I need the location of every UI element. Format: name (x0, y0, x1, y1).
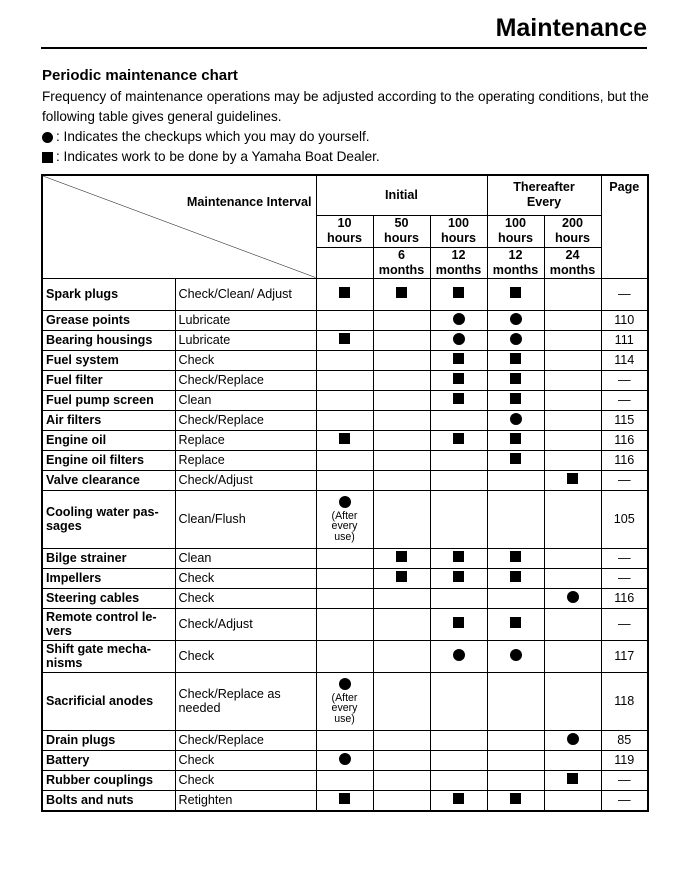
after-every-use-note: use) (334, 712, 355, 725)
interval-mark-cell (316, 608, 373, 640)
interval-mark-cell (373, 370, 430, 390)
col-12-months-every: 12 months (487, 247, 544, 278)
table-row (42, 770, 648, 790)
item-name: Valve clearance (42, 470, 175, 490)
filled-circle-icon (567, 591, 579, 603)
interval-mark-cell (487, 750, 544, 770)
interval-mark-cell (487, 370, 544, 390)
interval-mark-cell (487, 390, 544, 410)
item-action: Check/Adjust (175, 608, 316, 640)
item-action: Check (175, 568, 316, 588)
interval-mark-cell (373, 672, 430, 730)
col-12-months-initial: 12 months (430, 247, 487, 278)
header-rule (41, 47, 647, 49)
filled-square-icon (453, 793, 464, 804)
page-number: — (601, 770, 648, 790)
table-row (42, 430, 648, 450)
page-number: — (601, 470, 648, 490)
after-every-use-note: every (331, 702, 358, 715)
table-row (42, 450, 648, 470)
interval-mark-cell (316, 770, 373, 790)
table-row (42, 608, 648, 640)
page-title: Maintenance (495, 14, 647, 42)
interval-header-cell (42, 175, 316, 278)
interval-mark-cell (487, 278, 544, 310)
interval-mark-cell (373, 770, 430, 790)
page-number: — (601, 278, 648, 310)
interval-mark-cell (316, 350, 373, 370)
interval-mark-cell (430, 370, 487, 390)
interval-mark-cell (544, 790, 601, 811)
filled-square-icon (510, 433, 521, 444)
item-name: Impellers (42, 568, 175, 588)
filled-square-icon (510, 793, 521, 804)
interval-mark-cell (316, 370, 373, 390)
page-number: 111 (601, 330, 648, 350)
filled-square-icon (396, 571, 407, 582)
item-action: Check/Replace (175, 410, 316, 430)
interval-mark-cell (316, 672, 373, 730)
filled-square-icon (339, 287, 350, 298)
item-action: Check (175, 750, 316, 770)
interval-mark-cell (430, 330, 487, 350)
interval-mark-cell (316, 278, 373, 310)
thereafter-header (487, 175, 601, 215)
interval-mark-cell (487, 470, 544, 490)
item-name: Bolts and nuts (42, 790, 175, 811)
filled-circle-icon (510, 333, 522, 345)
legend-circle-text: : Indicates the checkups which you may do yourself. (56, 129, 370, 144)
page-number: — (601, 548, 648, 568)
interval-mark-cell (373, 390, 430, 410)
interval-mark-cell (544, 310, 601, 330)
after-every-use-note: (After (331, 691, 358, 704)
filled-square-icon (510, 287, 521, 298)
filled-square-icon (42, 152, 53, 163)
page-number: 117 (601, 640, 648, 672)
interval-mark-cell (316, 330, 373, 350)
filled-square-icon (453, 287, 464, 298)
interval-mark-cell (373, 640, 430, 672)
interval-mark-cell (373, 790, 430, 811)
filled-square-icon (510, 393, 521, 404)
interval-mark-cell (373, 278, 430, 310)
interval-mark-cell (487, 450, 544, 470)
filled-square-icon (510, 617, 521, 628)
item-action: Check (175, 350, 316, 370)
page-number: — (601, 370, 648, 390)
interval-mark-cell (430, 450, 487, 470)
filled-circle-icon (453, 313, 465, 325)
table-row (42, 350, 648, 370)
page-number: 114 (601, 350, 648, 370)
item-name: Spark plugs (42, 278, 175, 310)
interval-label: Maintenance Interval (186, 195, 312, 209)
filled-circle-icon (510, 413, 522, 425)
filled-square-icon (339, 793, 350, 804)
interval-mark-cell (316, 548, 373, 568)
interval-mark-cell (316, 430, 373, 450)
interval-mark-cell (373, 450, 430, 470)
interval-mark-cell (430, 350, 487, 370)
table-row (42, 490, 648, 548)
interval-mark-cell (544, 770, 601, 790)
interval-mark-cell (544, 278, 601, 310)
filled-square-icon (510, 373, 521, 384)
initial-header: Initial (316, 175, 487, 215)
diagonal-line (43, 176, 316, 278)
item-name: Drain plugs (42, 730, 175, 750)
filled-square-icon (453, 551, 464, 562)
interval-mark-cell (487, 330, 544, 350)
filled-circle-icon (453, 333, 465, 345)
interval-mark-cell (544, 672, 601, 730)
table-row (42, 640, 648, 672)
filled-square-icon (510, 353, 521, 364)
interval-mark-cell (430, 310, 487, 330)
page-number: — (601, 790, 648, 811)
interval-mark-cell (373, 470, 430, 490)
page-number: 118 (601, 672, 648, 730)
item-action: Lubricate (175, 310, 316, 330)
interval-mark-cell (373, 430, 430, 450)
filled-square-icon (567, 773, 578, 784)
interval-mark-cell (316, 490, 373, 548)
interval-mark-cell (430, 430, 487, 450)
interval-mark-cell (544, 750, 601, 770)
filled-circle-icon (567, 733, 579, 745)
filled-square-icon (396, 551, 407, 562)
item-action: Check/Replace (175, 370, 316, 390)
interval-mark-cell (316, 450, 373, 470)
col-6-months: 6 months (373, 247, 430, 278)
interval-mark-cell (430, 470, 487, 490)
interval-mark-cell (544, 568, 601, 588)
interval-mark-cell (430, 790, 487, 811)
page-number: 116 (601, 588, 648, 608)
item-action: Check/Replace as needed (175, 672, 316, 730)
interval-mark-cell (544, 730, 601, 750)
item-name: Steering cables (42, 588, 175, 608)
interval-mark-cell (487, 790, 544, 811)
legend-square-text: : Indicates work to be done by a Yamaha Boat Dealer. (56, 149, 380, 164)
interval-mark-cell (373, 310, 430, 330)
interval-mark-cell (316, 730, 373, 750)
page-number: 116 (601, 450, 648, 470)
interval-mark-cell (430, 588, 487, 608)
item-action: Check (175, 770, 316, 790)
interval-mark-cell (316, 470, 373, 490)
interval-mark-cell (373, 548, 430, 568)
interval-mark-cell (430, 640, 487, 672)
item-name: Fuel pump screen (42, 390, 175, 410)
interval-mark-cell (316, 390, 373, 410)
every-label: Every (526, 195, 562, 210)
interval-mark-cell (487, 588, 544, 608)
legend-circle-line (42, 127, 652, 147)
after-every-use-note: (After (331, 509, 358, 522)
page-number: 110 (601, 310, 648, 330)
section-title: Periodic maintenance chart (42, 67, 238, 84)
item-action: Retighten (175, 790, 316, 811)
item-action: Check/Replace (175, 730, 316, 750)
interval-mark-cell (316, 410, 373, 430)
item-action: Lubricate (175, 330, 316, 350)
item-name: Fuel filter (42, 370, 175, 390)
maintenance-rows (42, 278, 648, 811)
item-name: Bilge strainer (42, 548, 175, 568)
table-row (42, 730, 648, 750)
interval-mark-cell (373, 330, 430, 350)
interval-mark-cell (316, 310, 373, 330)
interval-mark-cell (487, 672, 544, 730)
interval-mark-cell (487, 410, 544, 430)
intro-text: Frequency of maintenance operations may be adjusted according to the operating conditions, but the following table gives general guidelines. (42, 89, 649, 124)
table-row (42, 390, 648, 410)
interval-mark-cell (544, 490, 601, 548)
filled-square-icon (453, 393, 464, 404)
item-action: Clean (175, 390, 316, 410)
interval-mark-cell (544, 330, 601, 350)
interval-mark-cell (487, 490, 544, 548)
interval-mark-cell (544, 350, 601, 370)
table-row (42, 310, 648, 330)
interval-mark-cell (544, 640, 601, 672)
item-name: Cooling water pas- sages (42, 490, 175, 548)
interval-mark-cell (430, 390, 487, 410)
filled-circle-icon (510, 649, 522, 661)
page-number: 85 (601, 730, 648, 750)
item-name: Air filters (42, 410, 175, 430)
interval-mark-cell (544, 548, 601, 568)
interval-mark-cell (544, 470, 601, 490)
interval-mark-cell (430, 608, 487, 640)
item-name: Engine oil filters (42, 450, 175, 470)
filled-square-icon (453, 353, 464, 364)
interval-mark-cell (544, 430, 601, 450)
interval-mark-cell (316, 750, 373, 770)
item-name: Shift gate mecha- nisms (42, 640, 175, 672)
interval-mark-cell (373, 588, 430, 608)
interval-mark-cell (430, 730, 487, 750)
filled-square-icon (510, 571, 521, 582)
item-name: Bearing housings (42, 330, 175, 350)
interval-mark-cell (316, 588, 373, 608)
filled-square-icon (453, 571, 464, 582)
filled-square-icon (339, 433, 350, 444)
interval-mark-cell (316, 790, 373, 811)
interval-mark-cell (487, 548, 544, 568)
page-number: — (601, 568, 648, 588)
interval-mark-cell (430, 750, 487, 770)
page-number: 119 (601, 750, 648, 770)
item-action: Clean/Flush (175, 490, 316, 548)
interval-mark-cell (487, 730, 544, 750)
item-action: Check (175, 640, 316, 672)
interval-mark-cell (544, 608, 601, 640)
filled-circle-icon (339, 496, 351, 508)
maintenance-table (41, 174, 649, 812)
item-name: Battery (42, 750, 175, 770)
filled-square-icon (453, 373, 464, 384)
col-50-hours: 50 hours (373, 215, 430, 247)
table-row (42, 278, 648, 310)
interval-mark-cell (487, 568, 544, 588)
item-action: Check/Clean/ Adjust (175, 278, 316, 310)
page-number: — (601, 390, 648, 410)
filled-square-icon (510, 551, 521, 562)
filled-circle-icon (339, 678, 351, 690)
page-number: 116 (601, 430, 648, 450)
filled-square-icon (567, 473, 578, 484)
col-100-hours-initial: 100 hours (430, 215, 487, 247)
interval-mark-cell (544, 390, 601, 410)
filled-square-icon (453, 433, 464, 444)
intro-block (42, 87, 652, 167)
table-row (42, 330, 648, 350)
item-name: Sacrificial anodes (42, 672, 175, 730)
item-name: Remote control le- vers (42, 608, 175, 640)
item-name: Engine oil (42, 430, 175, 450)
interval-mark-cell (373, 410, 430, 430)
interval-mark-cell (544, 450, 601, 470)
filled-circle-icon (453, 649, 465, 661)
interval-mark-cell (373, 350, 430, 370)
table-row (42, 410, 648, 430)
filled-circle-icon (510, 313, 522, 325)
item-name: Rubber couplings (42, 770, 175, 790)
interval-mark-cell (373, 750, 430, 770)
filled-square-icon (339, 333, 350, 344)
interval-mark-cell (487, 608, 544, 640)
item-action: Check (175, 588, 316, 608)
interval-mark-cell (373, 730, 430, 750)
table-row (42, 588, 648, 608)
legend-square-line (42, 147, 652, 167)
interval-mark-cell (373, 608, 430, 640)
interval-mark-cell (544, 410, 601, 430)
interval-mark-cell (430, 672, 487, 730)
table-row (42, 672, 648, 730)
item-name: Fuel system (42, 350, 175, 370)
table-row (42, 750, 648, 770)
interval-mark-cell (316, 568, 373, 588)
table-row (42, 790, 648, 811)
page-number: — (601, 608, 648, 640)
interval-mark-cell (373, 568, 430, 588)
interval-mark-cell (487, 640, 544, 672)
interval-mark-cell (430, 278, 487, 310)
page-header: Page (601, 175, 648, 278)
col-24-months: 24 months (544, 247, 601, 278)
page-number: 105 (601, 490, 648, 548)
interval-mark-cell (430, 490, 487, 548)
item-name: Grease points (42, 310, 175, 330)
interval-mark-cell (544, 370, 601, 390)
interval-mark-cell (487, 430, 544, 450)
item-action: Replace (175, 450, 316, 470)
item-action: Clean (175, 548, 316, 568)
interval-mark-cell (373, 490, 430, 548)
interval-mark-cell (487, 350, 544, 370)
filled-circle-icon (42, 132, 53, 143)
table-row (42, 370, 648, 390)
filled-square-icon (453, 617, 464, 628)
interval-mark-cell (544, 588, 601, 608)
page-number: 115 (601, 410, 648, 430)
filled-circle-icon (339, 753, 351, 765)
item-action: Replace (175, 430, 316, 450)
table-row (42, 548, 648, 568)
filled-square-icon (396, 287, 407, 298)
col-10-hours: 10 hours (316, 215, 373, 247)
after-every-use-note: use) (334, 530, 355, 543)
table-row (42, 568, 648, 588)
interval-mark-cell (430, 770, 487, 790)
filled-square-icon (510, 453, 521, 464)
table-row (42, 470, 648, 490)
interval-mark-cell (430, 548, 487, 568)
interval-mark-cell (430, 568, 487, 588)
col-100-hours-every: 100 hours (487, 215, 544, 247)
after-every-use-note: every (331, 520, 358, 533)
col-200-hours: 200 hours (544, 215, 601, 247)
interval-mark-cell (430, 410, 487, 430)
interval-mark-cell (487, 310, 544, 330)
col-10-months-empty (316, 247, 373, 278)
thereafter-label: Thereafter (513, 180, 575, 195)
interval-mark-cell (487, 770, 544, 790)
item-action: Check/Adjust (175, 470, 316, 490)
interval-mark-cell (316, 640, 373, 672)
